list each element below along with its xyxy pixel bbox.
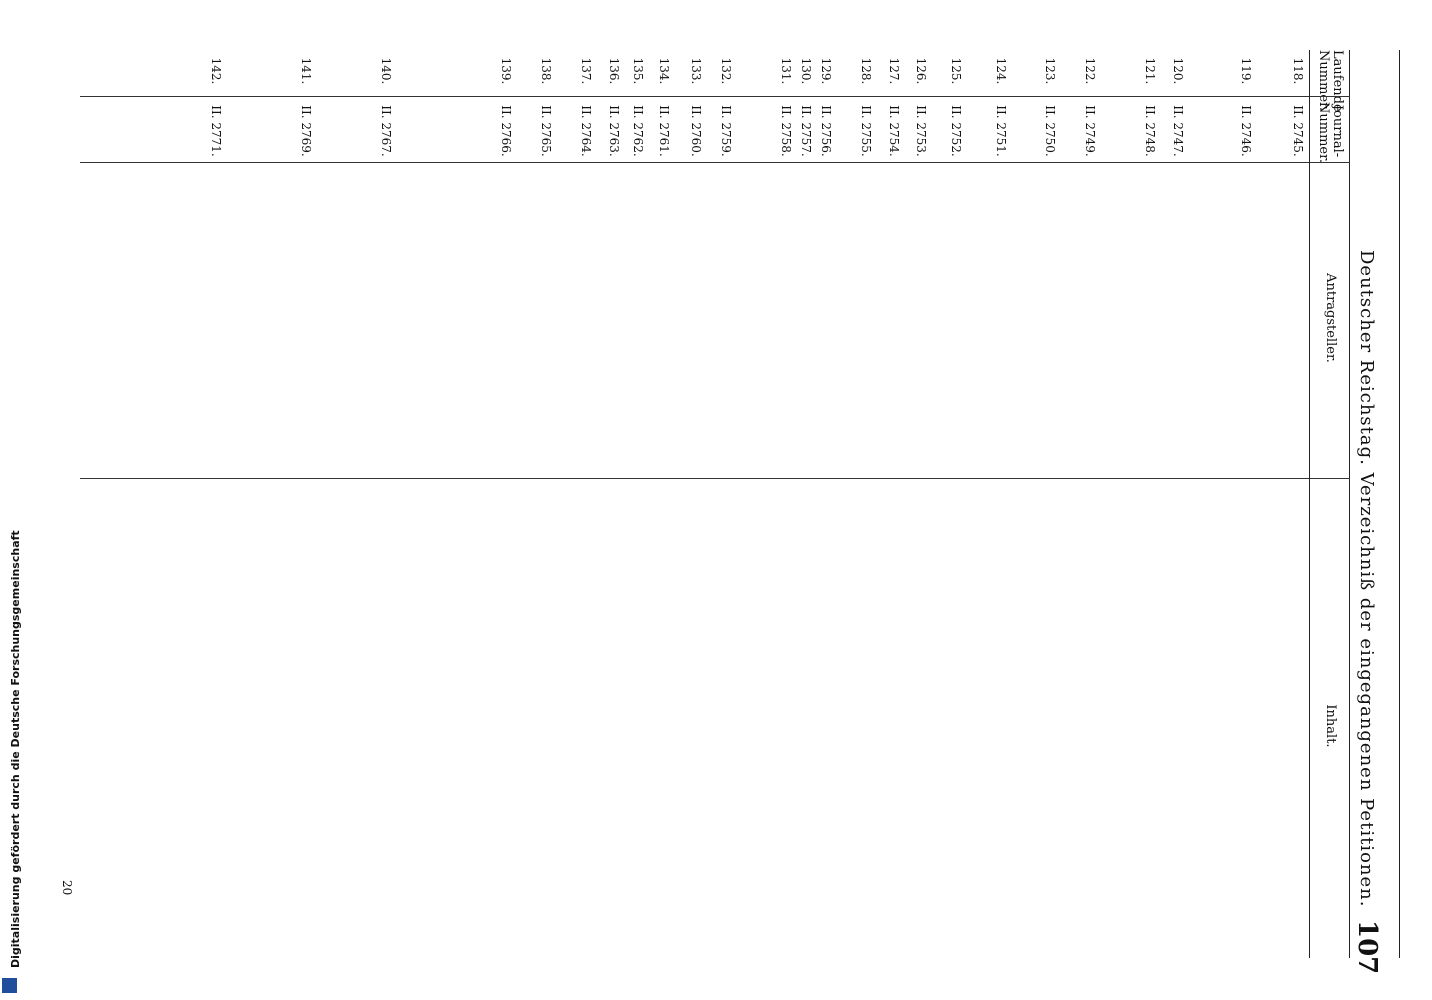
dfg-logo <box>2 978 17 993</box>
laufende-nummer: 132. <box>719 57 733 85</box>
folio: 20 <box>60 880 74 896</box>
laufende-nummer: 118. <box>1291 57 1305 85</box>
journal-nummer: II. 2771. <box>209 105 223 157</box>
journal-nummer: II. 2748. <box>1143 105 1157 157</box>
journal-nummer: II. 2753. <box>914 105 928 157</box>
laufende-nummer: 131. <box>779 57 793 85</box>
laufende-nummer: 130. <box>799 57 813 85</box>
journal-nummer: II. 2755. <box>859 105 873 157</box>
laufende-nummer: 129. <box>819 57 833 85</box>
journal-nummer: II. 2766. <box>499 105 513 157</box>
running-title: Deutscher Reichstag. Verzeichniß der eingegangenen Petitionen. <box>1356 250 1377 908</box>
laufende-nummer: 133. <box>689 57 703 85</box>
header-rule <box>1349 50 1350 958</box>
journal-nummer: II. 2769. <box>299 105 313 157</box>
journal-nummer: II. 2747. <box>1171 105 1185 157</box>
journal-nummer: II. 2750. <box>1043 105 1057 157</box>
laufende-nummer: 127. <box>887 57 901 85</box>
laufende-nummer: 139. <box>499 57 513 85</box>
page-number: 107 <box>1352 920 1382 975</box>
column-header-antragsteller: Antragsteller. <box>1323 273 1338 363</box>
journal-nummer: II. 2749. <box>1083 105 1097 157</box>
laufende-nummer: 136. <box>607 57 621 85</box>
laufende-nummer: 142. <box>209 57 223 85</box>
laufende-nummer: 140. <box>379 57 393 85</box>
journal-nummer: II. 2756. <box>819 105 833 157</box>
journal-nummer: II. 2763. <box>607 105 621 157</box>
header-bottom-rule <box>1309 50 1310 958</box>
laufende-nummer: 122. <box>1083 57 1097 85</box>
laufende-nummer: 120. <box>1171 57 1185 85</box>
journal-nummer: II. 2746. <box>1239 105 1253 157</box>
laufende-nummer: 126. <box>914 57 928 85</box>
laufende-nummer: 141. <box>299 57 313 85</box>
laufende-nummer: 125. <box>949 57 963 85</box>
laufende-nummer: 124. <box>994 57 1008 85</box>
digitisation-strip <box>0 0 22 1000</box>
digitisation-credit: Digitalisierung gefördert durch die Deutsche Forschungsgemeinschaft <box>9 530 22 968</box>
laufende-nummer: 123. <box>1043 57 1057 85</box>
journal-nummer: II. 2752. <box>949 105 963 157</box>
laufende-nummer: 119. <box>1239 57 1253 85</box>
column-divider <box>80 478 1350 479</box>
journal-nummer: II. 2759. <box>719 105 733 157</box>
laufende-nummer: 137. <box>579 57 593 85</box>
journal-nummer: II. 2764. <box>579 105 593 157</box>
journal-nummer: II. 2767. <box>379 105 393 157</box>
column-header-lfd: Laufende Nummer. <box>1316 50 1345 112</box>
journal-nummer: II. 2761. <box>657 105 671 157</box>
journal-nummer: II. 2754. <box>887 105 901 157</box>
column-header-journal: Journal- Nummer. <box>1316 102 1345 164</box>
laufende-nummer: 121. <box>1143 57 1157 85</box>
journal-nummer: II. 2762. <box>631 105 645 157</box>
journal-nummer: II. 2751. <box>994 105 1008 157</box>
top-rule <box>1399 50 1400 958</box>
laufende-nummer: 128. <box>859 57 873 85</box>
laufende-nummer: 138. <box>539 57 553 85</box>
journal-nummer: II. 2765. <box>539 105 553 157</box>
journal-nummer: II. 2758. <box>779 105 793 157</box>
journal-nummer: II. 2745. <box>1291 105 1305 157</box>
laufende-nummer: 134. <box>657 57 671 85</box>
column-header-inhalt: Inhalt. <box>1323 704 1338 748</box>
column-divider <box>80 96 1350 97</box>
laufende-nummer: 135. <box>631 57 645 85</box>
column-divider <box>80 162 1350 163</box>
journal-nummer: II. 2760. <box>689 105 703 157</box>
journal-nummer: II. 2757. <box>799 105 813 157</box>
